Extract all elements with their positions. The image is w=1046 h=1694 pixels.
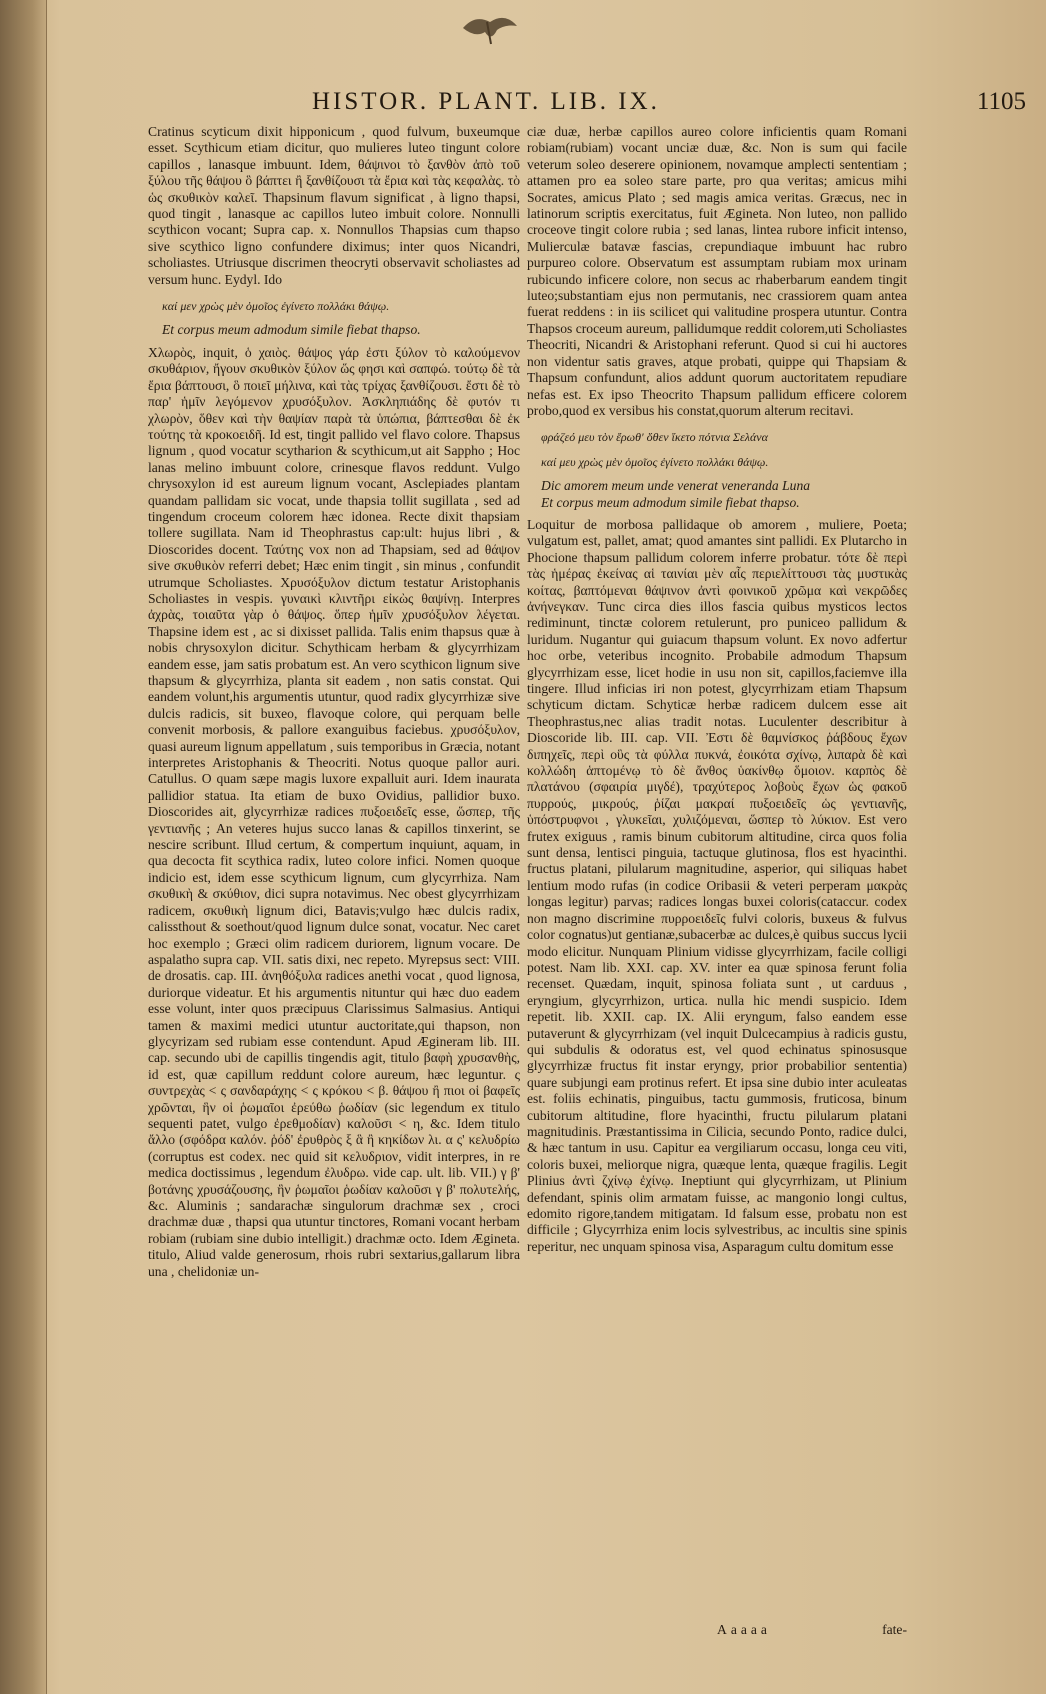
left-verse-quote [162, 298, 520, 339]
page-number: 1105 [976, 88, 1026, 115]
left-paragraph-2: Χλωρὸς, inquit, ὁ χαιὸς. θάψος γάρ ἐστι ξύλον τὸ καλούμενον σκυθάριον, ἤγουν σκυθικὸν ξύλον ὥς φησι καὶ σαπφώ. τούτῳ δὲ τὰ ἔρια βάπτουσι, ὃ ποιεῖ μήλινα, καὶ τὰς τρίχας ξανθίζουσι. ἔστι δὲ τὸ παρ' ἡμῖν λεγόμενον χρυσόξυλον. Ἀσκληπιάδης δὲ φυτόν τι χλωρὸν, ὅθεν καὶ τὴν θαψίαν παρὰ τὰ ὑπώπια, βάπτεσθαι δὲ ἐκ τούτης τὰ κροκοειδῆ. Id est, tingit pallido vel flavo colore. Thapsus lignum , quod vocatur scytharion & scythicum,ut ait Sappho ; Hoc lanas melino imbuunt colore, crinesque flavos reddunt. Vulgo chrysoxylon id est aureum lignum vocant, Asclepiades plantam quandam pallidam sic vocat, unde thapsia tollit sugillata , sed ad tingendum croceum colorem hæc idonea. Recte dixit thapsiam tollere sugillata. Nam id Theophrastus cap:ult: hujus libri , & Dioscorides docent. Ταύτης vox non ad Thapsiam, sed ad θάψον sive σκυθικὸν referri debet; Hæc enim tingit , sin minus , confundit utrumque Scholiastes. Χρυσόξυλον dictum testatur Aristophanis Scholiastes in vespis. γυναικὶ κλιντῆρι εἰκὼς θαψίνῃ. Interpres ἀχρὰς, τοιαῦτα γὰρ ὁ θάψος. ὅπερ ἡμῖν χρυσόξυλον λέγεται. Thapsine idem est , ac si dixisset pallida. Talis enim thapsus quæ à nobis chrysoxylon dicitur. Schythicam herbam & glycyrrhizam eandem esse, jam satis probatum est. An vero scythicon lignum sive thapsum & glycyrrhiza, planta sit eadem , non satis constat. Qui eandem volunt,his argumentis utuntur, quod radix glycyrrhizæ sive dulcis radicis, sit buxeo, flavoque colore, qui perquam belle convenit morbosis, & pallore exanguibus faciebus. χρυσόξυλον, quasi aureum lignum appellatum , suis temporibus in Græcia, notant interpretes Aristophanis & Theocriti. Notus quoque pallor auri. Catullus. O quam sæpe magis luxore expalluit auri. Idem inaurata pallidior statua. Ita etiam de buxo Ovidius, pallidior buxo. Dioscorides ait, glycyrrhizæ radices πυξοειδεῖς esse, ὥσπερ, τῆς γεντιανῆς ; An veteres hujus succo lanas & capillos tinxerint, se nescire scribunt. Illud certum, & compertum inquiunt, aquam, in qua decocta fit scythica radix, luteo colore infici. Nomen quoque indicio est, idem esse scythicum lignum, cum glycyrrhiza. Nam σκυθικὴ & σκύθιον, dici supra notavimus. Nec obest glycyrrhizam radicem, σκυθικὴ lignum dici, Batavis;vulgo hæc dulcis radix, calissthout & soethout/quod lignum dulce sonat, vocatur. Nec caret hoc exemplo ; Græci olim radicem duriorem, lignum vocare. De aspalatho supra cap. VII. satis dixi, nec repeto. Myrepsus sect: VIII. de drosatis. cap. III. ἀνηθόξυλα radices anethi vocat , quod lignosa, duriorque videatur. Et his argumentis nituntur qui hæc duo eadem esse volunt, inter quos præcipuus Clarissimus Salmasius. Antiqui tamen & maximi medici utuntur auctoritate,qui thapson, non glycyrizam sed rubiam esse contendunt. Apud Ægineram lib. III. cap. secundo ubi de capillis tingendis agit, titulo βαφὴ χρυσανθὴς, id est, quæ capillum reddunt colore aureum, hæc leguntur. ς συντρεχὰς < ς σανδαράχης < ς κρόκου < β. θάψου ἢ πιοι οἱ βαφεῖς χρῶνται, ἣν οἱ ῥωμαῖοι ἐρεύθω ῥωδίαν (sic legendum ex titulo sequenti patet, vulgo ἐρεθμοδίαν) καλοῦσι < η, &c. Idem titulo ἄλλο (σφόδρα καλόν. ῥόδ' ἐρυθρὸς ξ ἃ ἢ κηκίδων λι. α ς' κελυδρίω (corruptus est codex. nec quid sit κελυδριον, vidit interpres, in re medica doctissimus , legendum ἐλυδρω. vide cap. ult. lib. VII.) γ β' βοτάνης χρυσάζουσης, ἣν ῥωμαῖοι ῥωδίαν καλοῦσι γ β' πολυτελής, &c. Aluminis ; sandarachæ singulorum drachmæ sex , croci drachmæ duæ , thapsi qua utuntur tinctores, Romani vocant herbam robiam (rubiam sine dubio intelligit.) drachmæ octo. Idem Ægineta. titulo, Aliud valde generosum, rhois rubri sextarius,gallarum libra una , chelidoniæ un- [148, 344, 520, 1279]
greek-verse-1: φράζεό μευ τὸν ἔρωθ' ὅθεν ἵκετο πότνια Σελάνα [541, 430, 768, 445]
printer-ornament-icon [455, 8, 525, 48]
greek-verse: καί μεν χρὼς μὲν ὁμοῖος ἐγίνετο πολλάκι θάψῳ. [162, 299, 390, 314]
page-header [300, 88, 1026, 122]
running-title: HISTOR. PLANT. LIB. IX. [312, 88, 660, 115]
right-paragraph-1: ciæ duæ, herbæ capillos aureo colore inficientis quam Romani robiam(rubiam) vocant unciæ duæ, &c. Non is sum qui facile veterum soleo deserere opinionem, novamque amplecti sententiam ; attamen pro ea soleo stare parte, pro qua veritas; amicus mihi Socrates, amicus Plato ; sed magis amica veritas. Græcus, nec in latinorum scriptis exercitatus, fuit Ægineta. Non luteo, non pallido croceove tingit colore rubia ; sed lanas, lintea rubore inficit intenso, Mulierculæ batavæ fascias, crepundiaque imbuunt hac rubro purpureo colore. Observatum est assumptam rubiam mox urinam rubicundo inficere colore, non secus ac rhaberbarum eandem tingit luteo;substantiam ejus non permutanis, nec crassiorem quam antea fuerat reddens : in iis scilicet qui valitudine prospera utuntur. Contra Thapsos croceum aureum, pallidumque reddit colorem,uti Scholiastes Theocriti, Nicandri & Aristophani referunt. Quod si cui hi auctores non videntur satis graves, atque probati, quippe qui Thapsiam & Thapsum confundunt, alios addunt quorum auctoritatem repudiare nefas est. Ex ipso Theocrito Thapsum pallidum efficere colorem probo,quod ex versibus his constat,quorum alterum recitavi. [527, 124, 907, 418]
right-verse-quote [541, 429, 907, 511]
left-column [148, 124, 520, 1280]
latin-verse: Et corpus meum admodum simile fiebat thapso. [162, 322, 421, 338]
binding-gutter [0, 0, 47, 1694]
catchword: fate- [882, 1622, 907, 1637]
greek-verse-2: καί μευ χρὼς μὲν ὁμοῖος ἐγίνετο πολλάκι θάψῳ. [541, 454, 769, 469]
latin-verse-1: Dic amorem meum unde venerat veneranda Luna [541, 478, 811, 494]
signature-mark: Aaaaa [717, 1622, 771, 1637]
latin-verse-2: Et corpus meum admodum simile fiebat thapso. [541, 494, 800, 510]
page-footer [527, 1622, 907, 1642]
right-paragraph-2: Loquitur de morbosa pallidaque ob amorem , muliere, Poeta; vulgatum est, pallet, amat; quod amantes sint pallidi. Ex Plutarcho in Phocione thapsum pallidum colorem inferre probatur. τότε δὲ περὶ τὰς ἡμέρας ἐκείνας αἱ ταινίαι μὲν αἷς περιελίττουσι τὰς μυστικὰς κοίτας, βαπτόμεναι θάψινον ἀντὶ φοινικοῦ χρῶμα καὶ νεκρῶδες ἀνήνεγκαν. Tunc circa dies illos fascia quibus mysticos lectos rediminunt, tinctæ colorem retulerunt, pro puniceo pallidum & luridum. Nugantur qui guiacum thapsum volunt. Ex novo adfertur hoc orbe, veteribus incognito. Probabile admodum Thapsum glycyrrhizam esse, licet hodie in usu non sit, capillos,faciemve illa tingere. Illud inficias iri non potest, glycyrrhizam etiam Thapsum schyticum dictam. Schyticæ herbæ radicem dulcem esse ait Theophrastus,nec alias tradit notas. Luculenter describitur à Dioscoride lib. III. cap. VII. Ἐστι δὲ θαμνίσκος ῥάβδους ἔχων διπηχεῖς, περὶ οὓς τὰ φύλλα πυκνά, ἐοικότα σχίνῳ, λιπαρὰ δὲ καὶ κολλώδη ἁπτομένῳ τὸ δὲ ἄνθος ὑακίνθῳ ὅμοιον. καρπὸς δὲ πλατάνου (σφαιρία μιγδέ), τραχύτερος λοβοὺς ἔχων ὡς φακοῦ πυρρούς, μικρούς, ῥίζαι μακραί πυξοειδεῖς ὡς γεντιανῆς, ὑπόστρυφνοι , γλυκεῖαι, χυλιζόμεναι, ὥσπερ τὸ λύκιον. Est vero frutex exiguus , ramis binum cubitorum altitudine, circa quos folia sunt densa, lentisci pinguia, tactuque glutinosa, flos est hyacinthi. fructus platani, pilularum magnitudine, asperior, qui siliquas habet lentium modo rufas (in codice Oribasii & veteri perperam μακρὰς longas legitur) parvas; radices longas buxei coloris(cataccur. codex non magno discrimine πυρροειδεῖς fulvi coloris, buxeus & fulvus color cognatus)ut gentianæ,subacerbæ ac dulces,è quibus succus lycii modo elicitur. Nunquam Plinium vidisse glycyrrhizam, facile colligi potest. Nam lib. XXI. cap. XV. inter ea quæ spinosa ferunt folia recenset. Quædam, inquit, spinosa foliata sunt , ut carduus , eryngium, glycyrrhizon, urtica. nulla hic mendi suspicio. Idem repetit. lib. XXII. cap. IX. Alii eryngum, falso eandem esse putaverunt & glycyrrhizam (vel inquit Dulcecampius à radicis gustu, qui subdulis & odoratus est, vel quod echinatus spinosusque glycyrrhizæ fructus fit instar eryngy, prior probabilior sententia) quare subjungi eam protinus refert. Et ipsa sine dubio inter aculeatas est. foliis echinatis, pinguibus, tactu gummosis, fruticosa, binum cubitorum altitudine, flore hyacinthi, fructu pilularum platani magnitudinis. Præstantissima in Cilicia, secundo Ponto, radice dulci, & hæc tantum in usu. Capitur ea vergiliarum occasu, longa ceu viti, coloris buxei, meliorque nigra, quæque lenta, quæque fragilis. Legit Plinius ἀντὶ ζχίνῳ ἐχίνῳ. Ineptiunt qui glycyrrhizam, ut Plinium defendant, spinis olim armatam fuisse, ac mangonio longi cultus, edomito rigore,tandem mitigatam. Id falsum esse, probatu non est difficile ; Glycyrrhiza enim locis sylvestribus, ac incultis sine spinis reperitur, nec unquam spinosa visa, Asparagum cultu domitum esse [527, 516, 907, 1254]
left-paragraph-1: Cratinus scyticum dixit hipponicum , quod fulvum, buxeumque esset. Scythicum etiam dicitur, quo mulieres luteo tingunt colore capillos , lanasque imbuunt. Idem, θάψινοι τὸ ξανθὸν ἀπὸ τοῦ ξύλου τῆς θάψου ὃ βάπτει ἢ ξανθίζουσι τὰ ἔρια καὶ τὰς κεφαλὰς. τὸ ὡς σκυθικὸν καλεῖ. Thapsinum flavum significat , à ligno thapsi, quod tingit , lanasque ac capillos luteo imbuit colore. Nonnulli scythicon vocant; Supra cap. x. Nonnullos Thapsias cum thapso sive scythico ligno confundere diximus; inter quos Nicandri, scholiastes. Utriusque discrimen theocryti observavit scholiastes ad versum hunc. Eydyl. Ido [148, 124, 520, 287]
right-column [527, 124, 907, 1255]
